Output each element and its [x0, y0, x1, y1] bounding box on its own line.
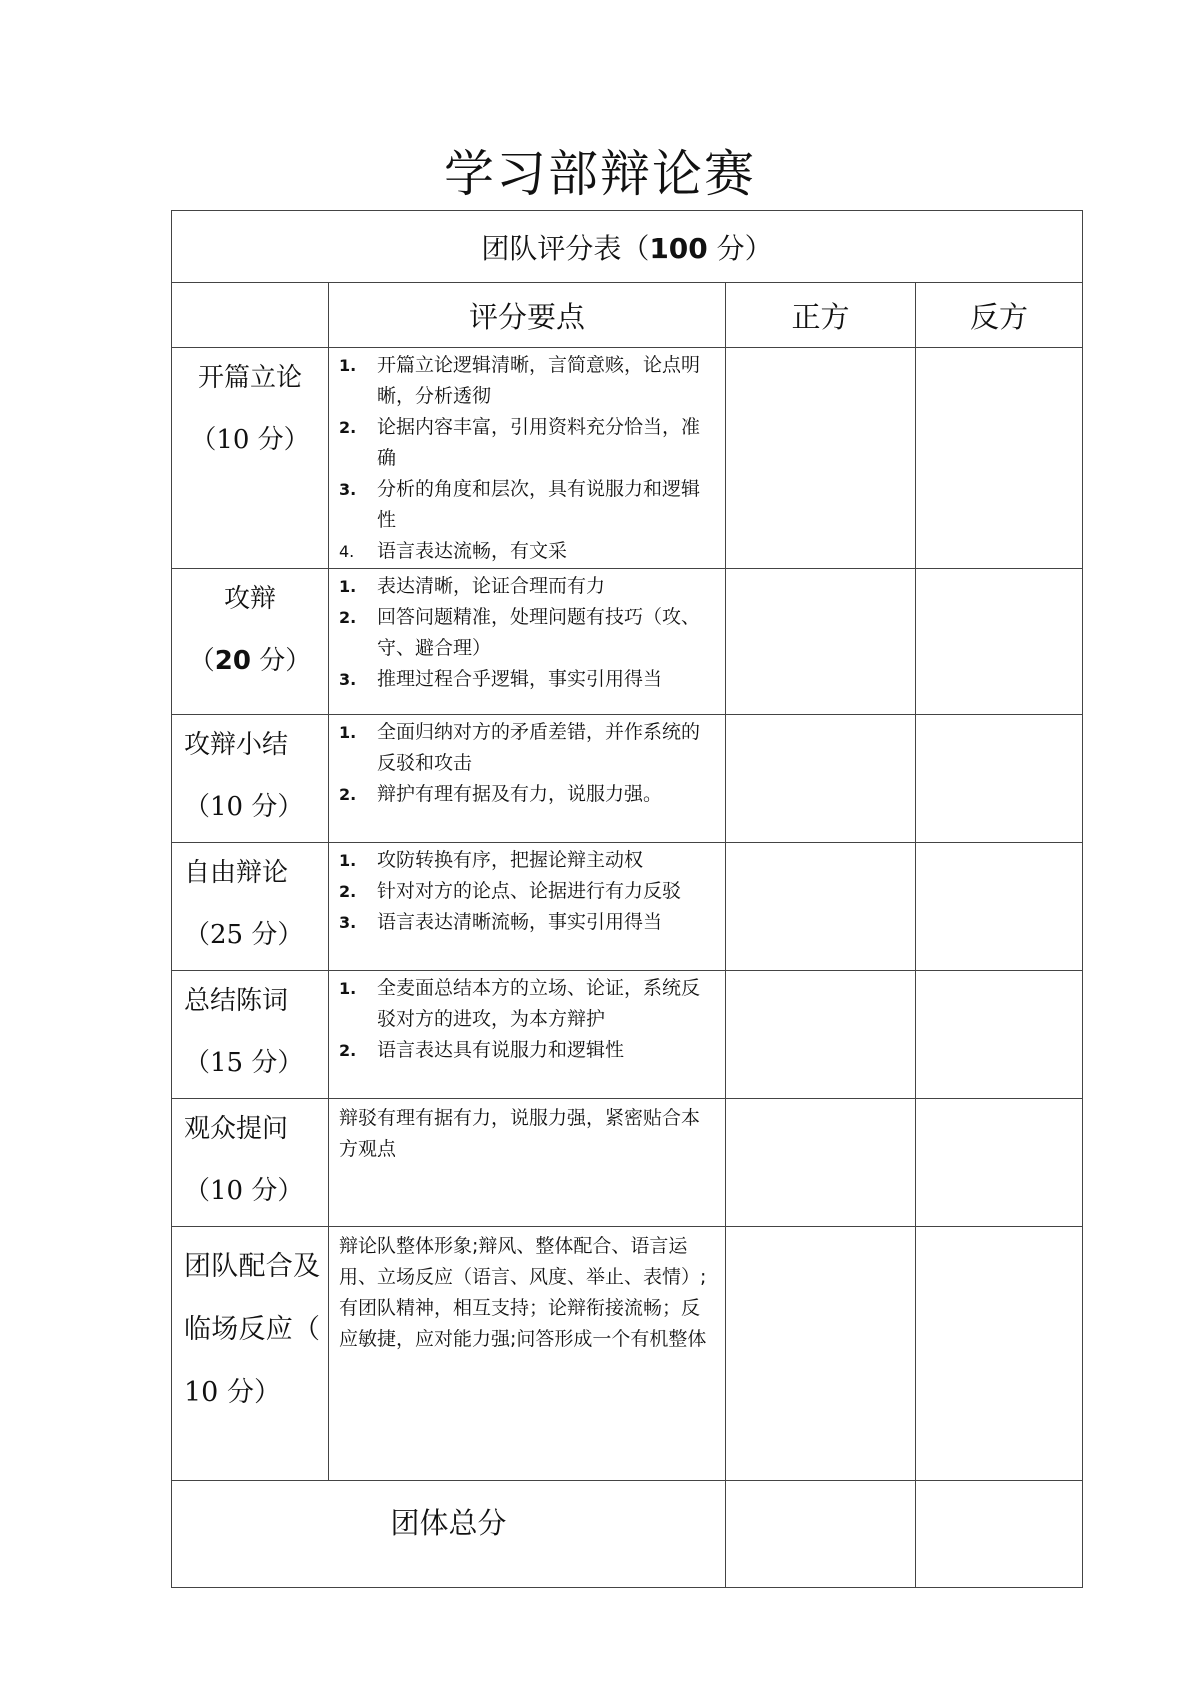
point-text: 针对对方的论点、论据进行有力反驳 [377, 880, 682, 902]
point-text: 语言表达具有说服力和逻辑性 [377, 1039, 625, 1061]
criteria-score: （15 分） [184, 1048, 304, 1078]
score-row-free-debate [172, 843, 1083, 971]
point-text: 辩论队整体形象;辩风、整体配合、语言运用、立场反应（语言、风度、举止、表情）;有团队精神，相互支持；论辩衔接流畅；反应敏捷，应对能力强;问答形成一个有机整体 [339, 1235, 707, 1350]
point-number: 1. [339, 577, 357, 596]
points-cell [329, 1227, 726, 1481]
criteria-name: 开篇立论 [197, 363, 302, 393]
table-title [172, 211, 1083, 283]
point-number: 2. [339, 418, 357, 437]
point-item [339, 845, 715, 876]
points-cell [329, 971, 726, 1099]
criteria-score-value: 20 [214, 646, 251, 676]
point-item [339, 474, 715, 536]
point-text: 攻防转换有序，把握论辩主动权 [377, 849, 644, 871]
table-title-text: 团队评分表（ [481, 231, 650, 265]
criteria-name: 攻辩小结 [184, 730, 289, 760]
score-row-teamwork [172, 1227, 1083, 1481]
con-score-input[interactable] [916, 348, 1083, 569]
point-text: 全面归纳对方的矛盾差错，并作系统的反驳和攻击 [377, 721, 701, 774]
point-number: 3. [339, 480, 357, 499]
score-row-cross-exam [172, 569, 1083, 715]
criteria-score: （10 分） [184, 1176, 304, 1206]
criteria-cell [172, 1227, 329, 1481]
point-text: 语言表达清晰流畅，事实引用得当 [377, 911, 663, 933]
point-text: 辩驳有理有据有力，说服力强，紧密贴合本方观点 [339, 1107, 701, 1160]
criteria-cell [172, 569, 329, 715]
pro-score-input[interactable] [726, 1099, 916, 1227]
criteria-score: （10 分） [190, 425, 310, 455]
score-row-cross-exam-summary [172, 715, 1083, 843]
point-item [339, 717, 715, 779]
point-number: 2. [339, 1041, 357, 1060]
criteria-score: （10 分） [184, 792, 304, 822]
score-row-closing [172, 971, 1083, 1099]
point-number: 4. [339, 542, 355, 561]
points-cell [329, 569, 726, 715]
points-cell [329, 348, 726, 569]
team-score-table [171, 210, 1083, 1588]
point-item [339, 876, 715, 907]
point-number: 2. [339, 785, 357, 804]
criteria-score-suffix: 分） [250, 646, 312, 676]
pro-score-input[interactable] [726, 1227, 916, 1481]
table-title-points: 100 [649, 231, 708, 265]
point-number: 1. [339, 979, 357, 998]
criteria-name: 团队配合及临场反应（ 10 分） [184, 1251, 320, 1408]
table-title-suffix: 分） [707, 231, 773, 265]
points-cell [329, 843, 726, 971]
total-label: 团体总分 [172, 1481, 726, 1588]
document-title: 学习部辩论赛 [444, 145, 756, 203]
pro-score-input[interactable] [726, 348, 916, 569]
point-text: 分析的角度和层次，具有说服力和逻辑性 [377, 478, 701, 531]
point-text: 开篇立论逻辑清晰，言简意赅，论点明晰，分析透彻 [377, 354, 701, 407]
point-number: 2. [339, 608, 357, 627]
pro-total-input[interactable] [726, 1481, 916, 1588]
criteria-score [172, 645, 328, 677]
table-title-row [172, 211, 1083, 283]
point-number: 2. [339, 882, 357, 901]
point-text: 论据内容丰富，引用资料充分恰当，准确 [377, 416, 701, 469]
point-item [339, 973, 715, 1035]
point-number: 3. [339, 670, 357, 689]
point-text: 推理过程合乎逻辑，事实引用得当 [377, 668, 663, 690]
con-score-input[interactable] [916, 715, 1083, 843]
points-cell [329, 715, 726, 843]
point-number: 3. [339, 913, 357, 932]
point-item [339, 536, 715, 567]
point-item [339, 350, 715, 412]
criteria-cell [172, 715, 329, 843]
header-row [172, 283, 1083, 348]
point-text: 表达清晰，论证合理而有力 [377, 575, 606, 597]
score-row-audience-questions [172, 1099, 1083, 1227]
criteria-name: 总结陈词 [184, 986, 289, 1016]
header-points: 评分要点 [329, 283, 726, 348]
criteria-score: （25 分） [184, 920, 304, 950]
criteria-name: 观众提问 [184, 1114, 289, 1144]
criteria-cell [172, 1099, 329, 1227]
point-item [339, 412, 715, 474]
point-number: 1. [339, 356, 357, 375]
criteria-name: 自由辩论 [184, 858, 289, 888]
point-item [339, 571, 715, 602]
point-text: 语言表达流畅，有文采 [377, 540, 568, 562]
point-text: 辩护有理有据及有力，说服力强。 [377, 783, 663, 805]
score-row-opening [172, 348, 1083, 569]
criteria-score-prefix: （ [188, 646, 215, 676]
pro-score-input[interactable] [726, 715, 916, 843]
criteria-cell [172, 971, 329, 1099]
point-item [339, 664, 715, 695]
con-score-input[interactable] [916, 971, 1083, 1099]
pro-score-input[interactable] [726, 843, 916, 971]
pro-score-input[interactable] [726, 569, 916, 715]
point-text: 全麦面总结本方的立场、论证，系统反驳对方的进攻，为本方辩护 [377, 977, 701, 1030]
point-number: 1. [339, 723, 357, 742]
criteria-cell [172, 348, 329, 569]
point-item [339, 779, 715, 810]
point-item [339, 1035, 715, 1066]
header-criteria [172, 283, 329, 348]
point-number: 1. [339, 851, 357, 870]
con-total-input[interactable] [916, 1481, 1083, 1588]
total-row [172, 1481, 1083, 1588]
point-item [339, 602, 715, 664]
header-con: 反方 [916, 283, 1083, 348]
point-item [339, 907, 715, 938]
criteria-name: 攻辩 [223, 584, 276, 614]
con-score-input[interactable] [916, 843, 1083, 971]
con-score-input[interactable] [916, 1099, 1083, 1227]
criteria-cell [172, 843, 329, 971]
header-pro: 正方 [726, 283, 916, 348]
point-text: 回答问题精准，处理问题有技巧（攻、守、避合理） [377, 606, 701, 659]
pro-score-input[interactable] [726, 971, 916, 1099]
con-score-input[interactable] [916, 569, 1083, 715]
points-cell [329, 1099, 726, 1227]
con-score-input[interactable] [916, 1227, 1083, 1481]
